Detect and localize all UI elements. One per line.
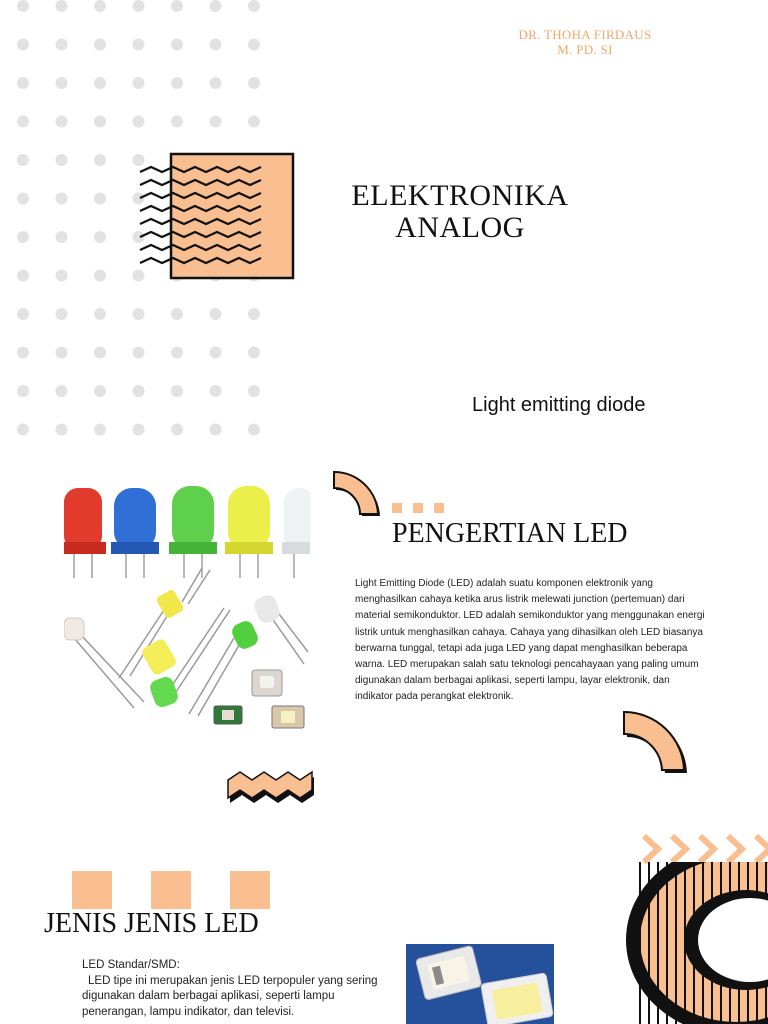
grid-dot <box>17 39 29 51</box>
accent-block <box>72 871 112 909</box>
grid-dot <box>94 39 106 51</box>
grid-dot <box>17 0 29 12</box>
grid-dot <box>210 308 222 320</box>
accent-block <box>230 871 270 909</box>
grid-dot <box>17 347 29 359</box>
jenis-led-item <box>82 958 382 1020</box>
grid-dot <box>94 424 106 436</box>
grid-dot <box>94 231 106 243</box>
grid-dot <box>17 193 29 205</box>
section-heading-jenis: JENIS JENIS LED <box>44 908 259 939</box>
grid-dot <box>171 424 183 436</box>
grid-dot <box>133 39 145 51</box>
grid-dot <box>56 154 68 166</box>
zigzag-square-decoration <box>136 150 300 284</box>
jenis-item-description: LED tipe ini merupakan jenis LED terpopuler yang sering digunakan dalam berbagai aplikasi, seperti lampu penerangan, lampu indikator, dan televisi. <box>82 974 378 1018</box>
grid-dot <box>171 77 183 89</box>
grid-dot <box>17 308 29 320</box>
grid-dot <box>94 154 106 166</box>
grid-dot <box>56 116 68 128</box>
quarter-arc-decoration-right <box>620 706 690 776</box>
grid-dot <box>248 385 260 397</box>
chevron-arrows-decoration <box>640 832 768 866</box>
title-line-2: ANALOG <box>395 211 525 244</box>
grid-dot <box>210 424 222 436</box>
grid-dot <box>171 39 183 51</box>
document-subtitle: Light emitting diode <box>472 394 646 416</box>
zigzag-band-decoration <box>226 770 318 806</box>
grid-dot <box>56 77 68 89</box>
grid-dot <box>248 347 260 359</box>
grid-dot <box>94 270 106 282</box>
grid-dot <box>248 0 260 12</box>
author-name <box>480 27 690 57</box>
grid-dot <box>56 193 68 205</box>
grid-dot <box>56 308 68 320</box>
grid-dot <box>56 270 68 282</box>
grid-dot <box>133 385 145 397</box>
grid-dot <box>133 308 145 320</box>
grid-dot <box>171 308 183 320</box>
grid-dot <box>210 0 222 12</box>
grid-dot <box>210 77 222 89</box>
grid-dot <box>56 385 68 397</box>
grid-dot <box>94 116 106 128</box>
grid-dot <box>133 0 145 12</box>
grid-dot <box>248 77 260 89</box>
grid-dot <box>56 231 68 243</box>
grid-dot <box>56 0 68 12</box>
accent-square <box>392 503 402 513</box>
grid-dot <box>171 0 183 12</box>
grid-dot <box>56 39 68 51</box>
grid-dot <box>17 385 29 397</box>
grid-dot <box>133 424 145 436</box>
grid-dot <box>171 385 183 397</box>
grid-dot <box>17 154 29 166</box>
grid-dot <box>17 231 29 243</box>
grid-dot <box>133 77 145 89</box>
led-photo <box>64 478 310 734</box>
grid-dot <box>94 77 106 89</box>
grid-dot <box>94 385 106 397</box>
grid-dot <box>94 193 106 205</box>
document-title <box>320 180 600 244</box>
pengertian-paragraph: Light Emitting Diode (LED) adalah suatu komponen elektronik yang menghasilkan cahaya ketika arus listrik melewati junction (pertemuan) dari material semikonduktor. LED adalah semikonduktor yang menggunakan energi listrik untuk menghasilkan cahaya. Cahaya yang dihasilkan oleh LED biasanya berwarna tunggal, tetapi ada juga LED yang dapat menghasilkan beberapa warna. LED merupakan salah satu teknologi pencahayaan yang paling umum digunakan dalam berbagai aplikasi, seperti lampu, layar elektronik, dan indikator pada perangkat elektronik. <box>355 578 705 703</box>
accent-square <box>434 503 444 513</box>
quarter-arc-decoration <box>330 466 382 518</box>
jenis-item-title: LED Standar/SMD: <box>82 959 180 971</box>
grid-dot <box>248 308 260 320</box>
grid-dot <box>17 424 29 436</box>
grid-dot <box>56 347 68 359</box>
section-heading-pengertian: PENGERTIAN LED <box>392 518 628 549</box>
grid-dot <box>17 77 29 89</box>
grid-dot <box>248 116 260 128</box>
grid-dot <box>133 116 145 128</box>
accent-square <box>413 503 423 513</box>
grid-dot <box>248 39 260 51</box>
grid-dot <box>94 0 106 12</box>
striped-ring-decoration <box>626 862 768 1024</box>
grid-dot <box>17 270 29 282</box>
author-line-1: DR. THOHA FIRDAUS <box>518 27 652 42</box>
grid-dot <box>171 347 183 359</box>
author-line-2: M. PD. SI <box>557 42 613 57</box>
grid-dot <box>210 116 222 128</box>
grid-dot <box>210 347 222 359</box>
grid-dot <box>56 424 68 436</box>
accent-block <box>151 871 191 909</box>
grid-dot <box>133 347 145 359</box>
grid-dot <box>94 347 106 359</box>
grid-dot <box>17 116 29 128</box>
smd-led-photo <box>406 944 554 1024</box>
grid-dot <box>210 39 222 51</box>
title-line-1: ELEKTRONIKA <box>351 179 569 212</box>
grid-dot <box>248 424 260 436</box>
grid-dot <box>171 116 183 128</box>
grid-dot <box>210 385 222 397</box>
grid-dot <box>94 308 106 320</box>
